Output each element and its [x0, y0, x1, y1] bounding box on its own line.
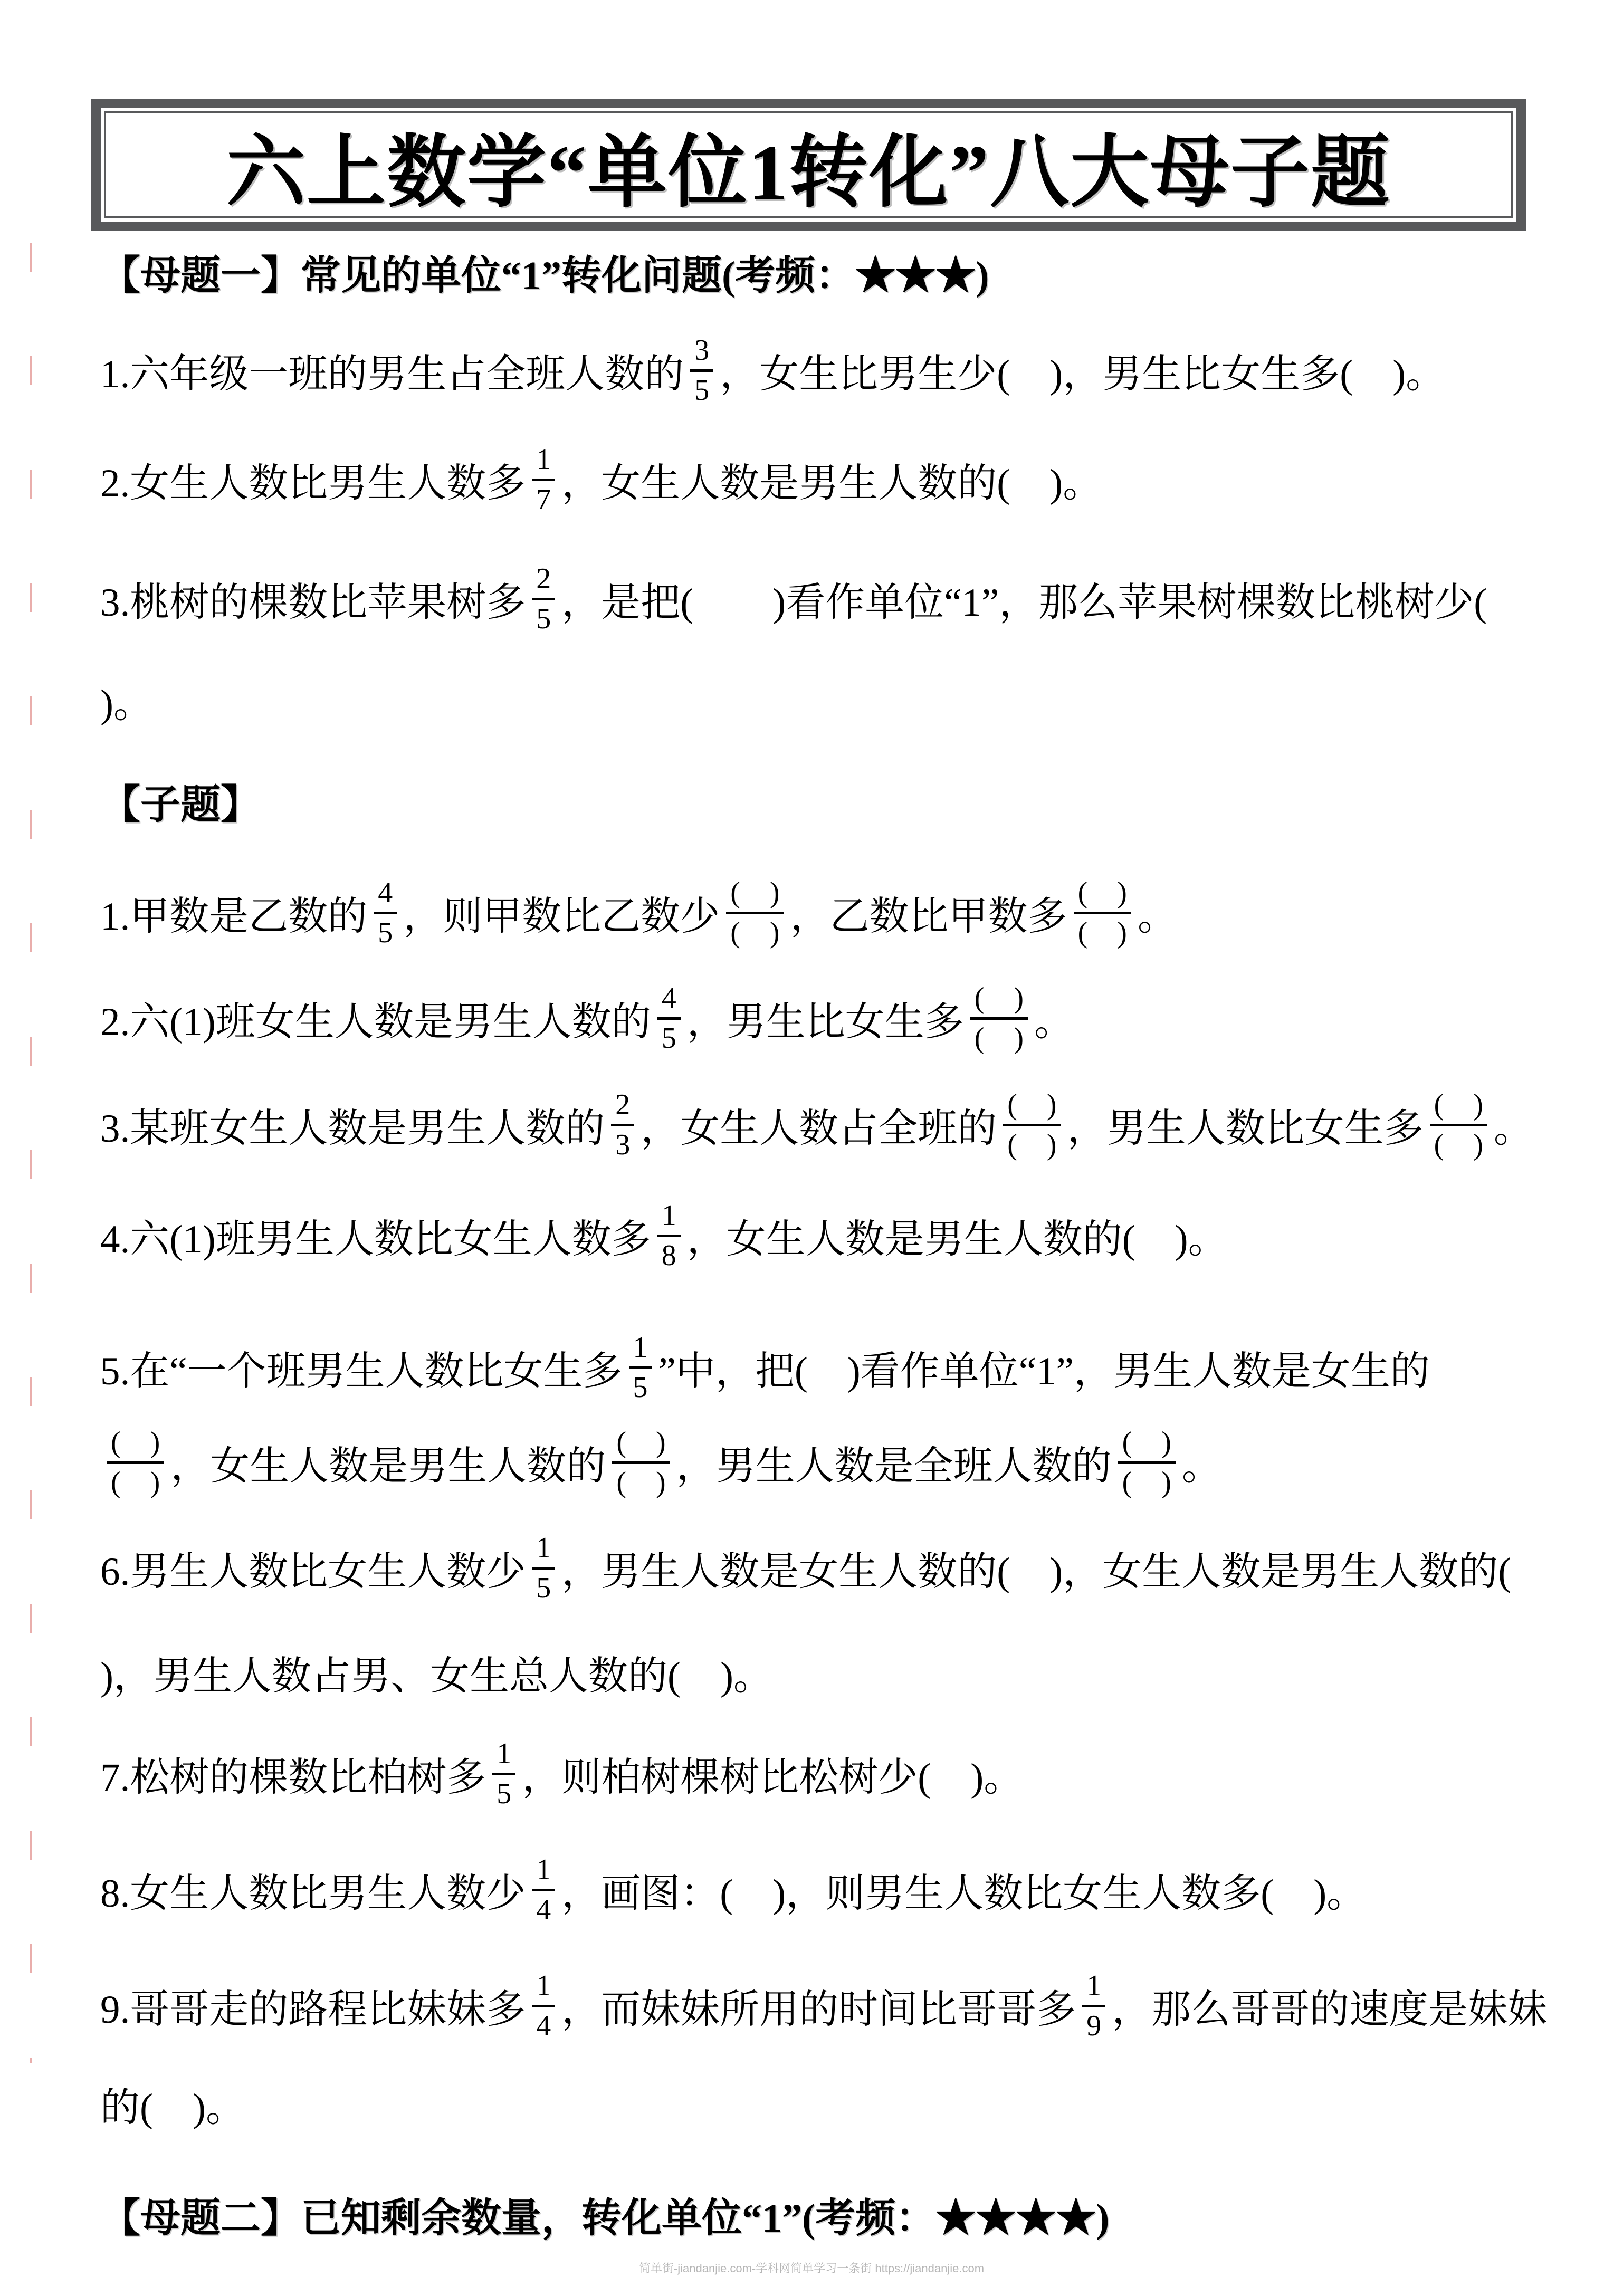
problem-m1-3-cont: [100, 672, 1623, 729]
page-title: 六上数学“单位1转化”八大母子题: [226, 129, 1391, 217]
blank-fraction: [1118, 1425, 1176, 1500]
problem-sub-3: [100, 1087, 1623, 1163]
fraction-numerator: 1: [1086, 1969, 1102, 2002]
problem-text: ，女生人数是男生人数的: [170, 1444, 606, 1488]
problem-sub-6-line2: [100, 1644, 1623, 1701]
fraction: [532, 1530, 555, 1606]
fraction: [492, 1736, 515, 1812]
title-inner-border: [104, 111, 1513, 218]
fraction: [1082, 1968, 1105, 2044]
problem-text: 3.某班女生人数是男生人数的: [100, 1107, 605, 1151]
fraction-numerator: ( ): [1007, 1088, 1057, 1121]
problem-text: ”中，把( )看作单位“1”，男生人数是女生的: [658, 1350, 1430, 1393]
problem-text: 6.男生人数比女生人数少: [100, 1550, 526, 1594]
fraction: [532, 1852, 555, 1928]
fraction-denominator: ( ): [1003, 1124, 1061, 1163]
fraction-denominator: ( ): [1074, 912, 1131, 951]
problem-text: ，是把( )看作单位“1”，那么苹果树棵数比桃树少(: [561, 581, 1487, 625]
blank-fraction: [1430, 1087, 1487, 1163]
problem-text: ，而妹妹所用的时间比哥哥多: [561, 1988, 1076, 2032]
fraction-denominator: ( ): [1430, 1124, 1487, 1163]
problem-text: ，女生比男生少( )，男生比女生多( )。: [720, 352, 1446, 396]
fraction: [690, 333, 713, 408]
blank-fraction: [107, 1425, 164, 1500]
problem-text: ，男生人数比女生多: [1067, 1107, 1424, 1151]
fraction-denominator: 5: [374, 912, 397, 951]
fraction-numerator: 1: [633, 1331, 648, 1364]
fraction: [611, 1087, 634, 1163]
fraction-numerator: 3: [694, 333, 710, 367]
problem-sub-9-line1: [100, 1968, 1623, 2044]
fraction-numerator: ( ): [974, 981, 1024, 1015]
fraction-numerator: 2: [536, 562, 551, 595]
fraction-denominator: 5: [690, 369, 713, 408]
fraction: [532, 561, 555, 637]
blank-fraction: [726, 875, 784, 951]
fraction-denominator: 8: [657, 1235, 681, 1274]
problem-text: 3.桃树的棵数比苹果树多: [100, 581, 526, 625]
problem-text: 7.松树的棵数比柏树多: [100, 1756, 486, 1800]
fraction-numerator: ( ): [1434, 1088, 1483, 1121]
blank-fraction: [970, 981, 1028, 1056]
fraction: [629, 1330, 652, 1405]
fraction-numerator: 1: [536, 1531, 551, 1564]
fraction-denominator: ( ): [726, 912, 784, 951]
scan-edge-marks: [30, 243, 32, 2063]
problem-sub-5-line2: [100, 1424, 1623, 1501]
problem-text: 。: [1181, 1444, 1221, 1488]
problem-text: ，男生人数是全班人数的: [676, 1444, 1112, 1488]
problem-text: 9.哥哥走的路程比妹妹多: [100, 1988, 526, 2032]
fraction-numerator: 1: [661, 1199, 676, 1232]
problem-text: ，则甲数比乙数少: [403, 895, 720, 939]
fraction-denominator: 3: [611, 1124, 634, 1163]
problem-text: ，男生比女生多: [686, 1000, 964, 1044]
problem-text: 2.六(1)班女生人数是男生人数的: [100, 1000, 651, 1044]
problem-m1-1: [100, 332, 1623, 409]
heading-m1: 【母题一】常见的单位“1”转化问题(考频：★★★): [100, 254, 989, 298]
problem-text: ，乙数比甲数多: [790, 895, 1067, 939]
fraction-denominator: ( ): [107, 1461, 164, 1500]
problem-text: 1.六年级一班的男生占全班人数的: [100, 352, 684, 396]
problem-text: )。: [100, 682, 153, 726]
problem-text: )，男生人数占男、女生总人数的( )。: [100, 1654, 773, 1698]
fraction-denominator: 5: [532, 1567, 555, 1606]
problem-text: ，画图：( )，则男生人数比女生人数多( )。: [561, 1872, 1367, 1916]
fraction: [374, 875, 397, 951]
fraction-numerator: ( ): [1122, 1426, 1171, 1459]
fraction-numerator: ( ): [1077, 876, 1127, 909]
problem-text: 。: [1034, 1000, 1074, 1044]
fraction-denominator: 9: [1082, 2005, 1105, 2044]
problem-text: 4.六(1)班男生人数比女生人数多: [100, 1218, 651, 1261]
fraction-numerator: ( ): [111, 1426, 160, 1459]
fraction-numerator: 4: [661, 981, 676, 1015]
fraction-numerator: ( ): [616, 1426, 666, 1459]
blank-fraction: [612, 1425, 670, 1500]
problem-text: 。: [1493, 1107, 1533, 1151]
fraction: [532, 1968, 555, 2044]
fraction-denominator: 5: [492, 1773, 515, 1812]
problem-text: 5.在“一个班男生人数比女生多: [100, 1350, 623, 1393]
fraction-numerator: 1: [536, 1853, 551, 1886]
problem-text: ，女生人数是男生人数的( )。: [561, 462, 1103, 505]
problem-text: ，男生人数是女生人数的( )，女生人数是男生人数的(: [561, 1550, 1512, 1594]
fraction-denominator: 5: [657, 1017, 681, 1056]
fraction-denominator: ( ): [970, 1017, 1028, 1056]
problem-sub-5-line1: [100, 1329, 1623, 1406]
fraction-denominator: 7: [532, 479, 555, 518]
fraction-denominator: 4: [532, 1889, 555, 1928]
problem-text: 。: [1137, 895, 1177, 939]
blank-fraction: [1003, 1087, 1061, 1163]
problem-sub-1: [100, 875, 1623, 951]
fraction: [532, 442, 555, 518]
problem-text: ，则柏树棵树比松树少( )。: [522, 1756, 1024, 1800]
fraction-denominator: 5: [532, 598, 555, 637]
fraction-numerator: 2: [615, 1088, 631, 1121]
problem-text: 8.女生人数比男生人数少: [100, 1872, 526, 1916]
problem-text: 2.女生人数比男生人数多: [100, 462, 526, 505]
fraction-denominator: 5: [629, 1366, 652, 1405]
problem-sub-7: [100, 1736, 1623, 1812]
fraction-denominator: 4: [532, 2005, 555, 2044]
problem-text: 的( )。: [100, 2086, 245, 2130]
fraction-numerator: 4: [378, 876, 393, 909]
problem-text: 1.甲数是乙数的: [100, 895, 368, 939]
title-box: [91, 99, 1526, 231]
problem-sub-4: [100, 1198, 1623, 1274]
problem-sub-8: [100, 1852, 1623, 1928]
problem-text: ，女生人数是男生人数的( )。: [686, 1218, 1228, 1261]
fraction-numerator: 1: [536, 1969, 551, 2002]
problem-m1-2: [100, 442, 1623, 518]
fraction: [657, 981, 681, 1056]
heading-m2: 【母题二】已知剩余数量，转化单位“1”(考频：★★★★): [100, 2196, 1110, 2241]
problem-text: ，女生人数占全班的: [641, 1107, 997, 1151]
problem-text: ，那么哥哥的速度是妹妹: [1112, 1988, 1548, 2032]
fraction-denominator: ( ): [612, 1461, 670, 1500]
fraction-denominator: ( ): [1118, 1461, 1176, 1500]
heading-sub: 【子题】: [100, 783, 261, 827]
watermark: 简单街-jiandanjie.com-学科网简单学习一条街 https://jiandanjie.com: [638, 2262, 985, 2275]
problem-sub-2: [100, 980, 1623, 1057]
fraction-numerator: ( ): [730, 876, 780, 909]
fraction-numerator: 1: [497, 1737, 512, 1770]
fraction: [657, 1198, 681, 1274]
blank-fraction: [1074, 875, 1131, 951]
problem-sub-9-line2: [100, 2076, 1623, 2132]
problem-m1-3: [100, 561, 1623, 637]
problem-sub-6-line1: [100, 1530, 1623, 1606]
fraction-numerator: 1: [536, 443, 551, 476]
